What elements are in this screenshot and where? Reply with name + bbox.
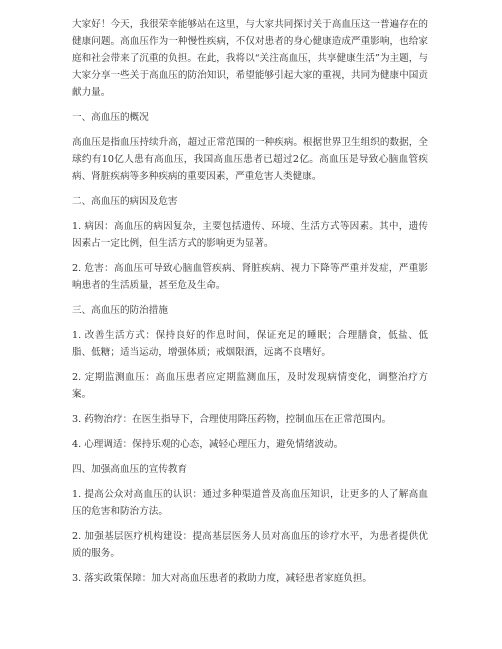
section-4-item-1: 1. 提高公众对高血压的认识：通过多种渠道普及高血压知识，让更多的人了解高血压的危害和防治方法。: [72, 489, 428, 517]
section-3-heading: 三、高血压的防治措施: [72, 305, 168, 316]
section-2-heading: 二、高血压的病因及危害: [72, 196, 178, 207]
intro-paragraph: 大家好！今天，我很荣幸能够站在这里，与大家共同探讨关于高血压这一普遍存在的健康问题。高血压作为一种慢性疾病，不仅对患者的身心健康造成严重影响，也给家庭和社会带来了沉重的负担。在此，我将以“关注高血压，共享健康生活”为主题，与大家分享一些关于高血压的防治知识，希望能够引起大家的重视，共同为健康中国贡献力量。: [72, 19, 428, 98]
section-4-item-2: 2. 加强基层医疗机构建设：提高基层医务人员对高血压的诊疗水平，为患者提供优质的服务。: [72, 531, 428, 559]
section-1-body: 高血压是指血压持续升高，超过正常范围的一种疾病。根据世界卫生组织的数据，全球约有10亿人患有高血压，我国高血压患者已超过2亿。高血压是导致心脑血管疾病、肾脏疾病等多种疾病的重要因素，严重危害人类健康。: [72, 137, 428, 182]
section-3-item-3: 3. 药物治疗：在医生指导下，合理使用降压药物，控制血压在正常范围内。: [72, 414, 392, 425]
section-3-item-4: 4. 心理调适：保持乐观的心态，减轻心理压力，避免情绪波动。: [72, 439, 344, 450]
section-2-item-2: 2. 危害：高血压可导致心脑血管疾病、肾脏疾病、视力下降等严重并发症，严重影响患者的生活质量，甚至危及生命。: [72, 263, 428, 291]
section-2-item-1: 1. 病因：高血压的病因复杂，主要包括遗传、环境、生活方式等因素。其中，遗传因素占一定比例，但生活方式的影响更为显著。: [72, 221, 428, 249]
section-3-item-2: 2. 定期监测血压：高血压患者应定期监测血压，及时发现病情变化，调整治疗方案。: [72, 372, 428, 400]
section-1-heading: 一、高血压的概况: [72, 112, 149, 123]
section-4-item-3: 3. 落实政策保障：加大对高血压患者的救助力度，减轻患者家庭负担。: [72, 573, 373, 584]
section-3-item-1: 1. 改善生活方式：保持良好的作息时间，保证充足的睡眠；合理膳食，低盐、低脂、低糖；适当运动，增强体质；戒烟限酒，远离不良嗜好。: [72, 330, 428, 358]
document-page: [72, 16, 428, 595]
section-4-heading: 四、加强高血压的宣传教育: [72, 464, 188, 475]
